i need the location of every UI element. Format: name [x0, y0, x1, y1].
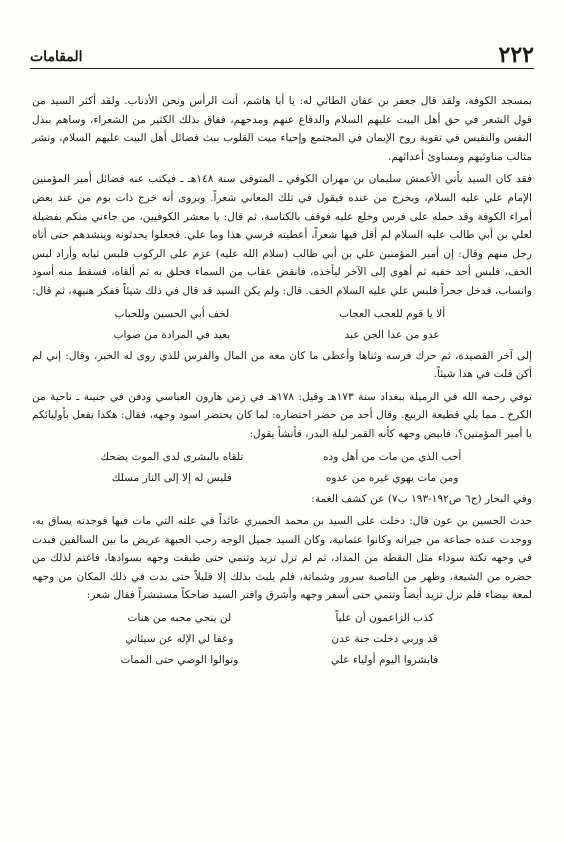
verse-hemistich: لن ينجي محبه من هنات [127, 612, 232, 625]
verse-line [32, 326, 532, 345]
paragraph: إلى آخر القصيدة، ثم حرك فرسه وثناها وأعطى ما كان معه من المال والفرس للذي روى له الخبر، وقال: إني لم أكن قلت في هذا شيئاً. [32, 349, 532, 381]
verse-hemistich: أحب الذي من مات من أهل وده [322, 450, 462, 463]
verse-line [32, 630, 532, 649]
verse-hemistich: ومن مات يهوي غيره من عدوه [325, 471, 459, 484]
verse-line [32, 609, 532, 628]
verse-hemistich: بعيد في المرادة من صواب [113, 328, 231, 341]
verse-line [32, 448, 532, 467]
verse-hemistich: فليس له إلا إلى النار مسلك [111, 471, 232, 484]
page-body [32, 92, 532, 672]
verse-hemistich: فابشروا اليوم أولياء علي [330, 654, 439, 667]
verse-hemistich: لخف أبي الحسين وللحباب [114, 307, 230, 320]
running-title: المقامات [30, 49, 83, 65]
verse-line [32, 651, 532, 670]
page-number: ٢٢٢ [498, 42, 534, 68]
verse-line [32, 305, 532, 324]
header-rule [30, 68, 534, 69]
verse-hemistich: وتوالوا الوصي حتى الممات [120, 654, 239, 667]
verse-hemistich: كذب الزاعمون أن علياً [335, 612, 434, 625]
paragraph: وفي البحار (ج٦ ص١٩٢-١٩٣ ب٧) عن كشف الغمة: [311, 492, 532, 505]
paragraph: بمسجد الكوفة، ولقد قال جعفر بن عفان الطائي له: يا أبا هاشم، أنت الرأس ونحن الأذناب. ولقد أكثر السيد من قول الشعر في حق أهل البيت عليهم السلام والدفاع عنهم ومدحهم، ففاق بذلك الكثير من الشعراء، وساهم ببذل النفس والنفيس في تقوية روح الإيمان في المجتمع وإحياء ميت القلوب ببث فضائل أهل البيت عليهم السلام، ونشر مثالب مناوئيهم ومساوئ أعدائهم. [32, 95, 532, 163]
verse-line [32, 469, 532, 488]
verse-hemistich: وعفا لي الإله عن سيئاتي [125, 633, 234, 646]
paragraph: حدث الحسين بن عون قال: دخلت على السيد بن محمد الحميري عائداً في علته التي مات فيها فوجدته يساق به، ووجدت عنده جماعة من جيرانه وكانوا عثمانية، وكان السيد جميل الوجه رحب الجبهة عريض ما بين السالفين فبدت في وجهه نكتة سوداء مثل النقطة من المداد، ثم لم تزل تزيد وتنمي حتى طبقت وجهه بسوادها، فاغتم لذلك من حضره من الشيعة، وظهر من الناصبة سرور وشماتة، فلم يلبث بذلك إلا قليلاً حتى بدت في ذلك المكان من وجهه لمعة بيضاء فلم تزل تزيد أيضاً وتنمي حتى أسفر وجهه وأشرق وافتر السيد ضاحكاً مستبشراً فقال شعر: [32, 515, 532, 602]
paragraph: فقد كان السيد يأتي الأعمش سليمان بن مهران الكوفي ـ المتوفى سنة ١٤٨هـ ـ فيكتب عنه فضائل أمير المؤمنين الإمام علي عليه السلام، ويخرج من عنده فيقول في تلك المعاني شعراً. ويروى أنه خرج ذات يوم من عند بعض أمراء الكوفة وقد حمله على فرس وخلع عليه فوقف بالكناسة، ثم قال: يا معشر الكوفيين، من جاءني منكم بفضيلة لعلي بن أبي طالب عليه السلام لم أقل فيها شعراً، أعطيته فرسي هذا وما علي. فجعلوا يحدثونه وينشدهم حتى أتاه رجل منهم وقال: إن أمير المؤمنين علي بن أبي طالب (سلام الله عليه) عزم على الركوب فلبس ثيابه وأراد لبس الخف، فلبس أحد خفيه ثم أهوى إلى الآخر ليأخذه، فانقض عقاب من السماء فحلق به ثم ألقاه، فسقط منه أسود وانساب، فدخل جحراً فلبس علي عليه السلام الخف. قال: ولم يكن السيد قد قال في ذلك شيئاً ففكر هنيهة، ثم قال: [32, 173, 533, 297]
verse-hemistich: قد وربي دخلت جنة عدن [331, 633, 438, 646]
verse-hemistich: تلقاه بالبشرى لدى الموت يضحك [100, 450, 244, 463]
paragraph: توفي رحمه الله في الرميلة ببغداد سنة ١٧٣هـ وقيل: ١٧٨هـ في زمن هارون العباسي ودفن في جنينة ـ ناحية من الكرخ ـ مما يلي قطيعة الربيع. وقال أحد من حضر احتضاره: لما كان يحتضر اسود وجهه، فقال: هكذا يفعل بأوليائكم يا أمير المؤمنين؟، فابيض وجهه كأنه القمر ليلة البدر، فأنشأ يقول: [32, 390, 532, 440]
verse-hemistich: ألا يا قوم للعجب العجاب [339, 307, 446, 320]
verse-hemistich: عدو من عدا الجن عبد [344, 328, 440, 341]
page-header [30, 40, 534, 66]
